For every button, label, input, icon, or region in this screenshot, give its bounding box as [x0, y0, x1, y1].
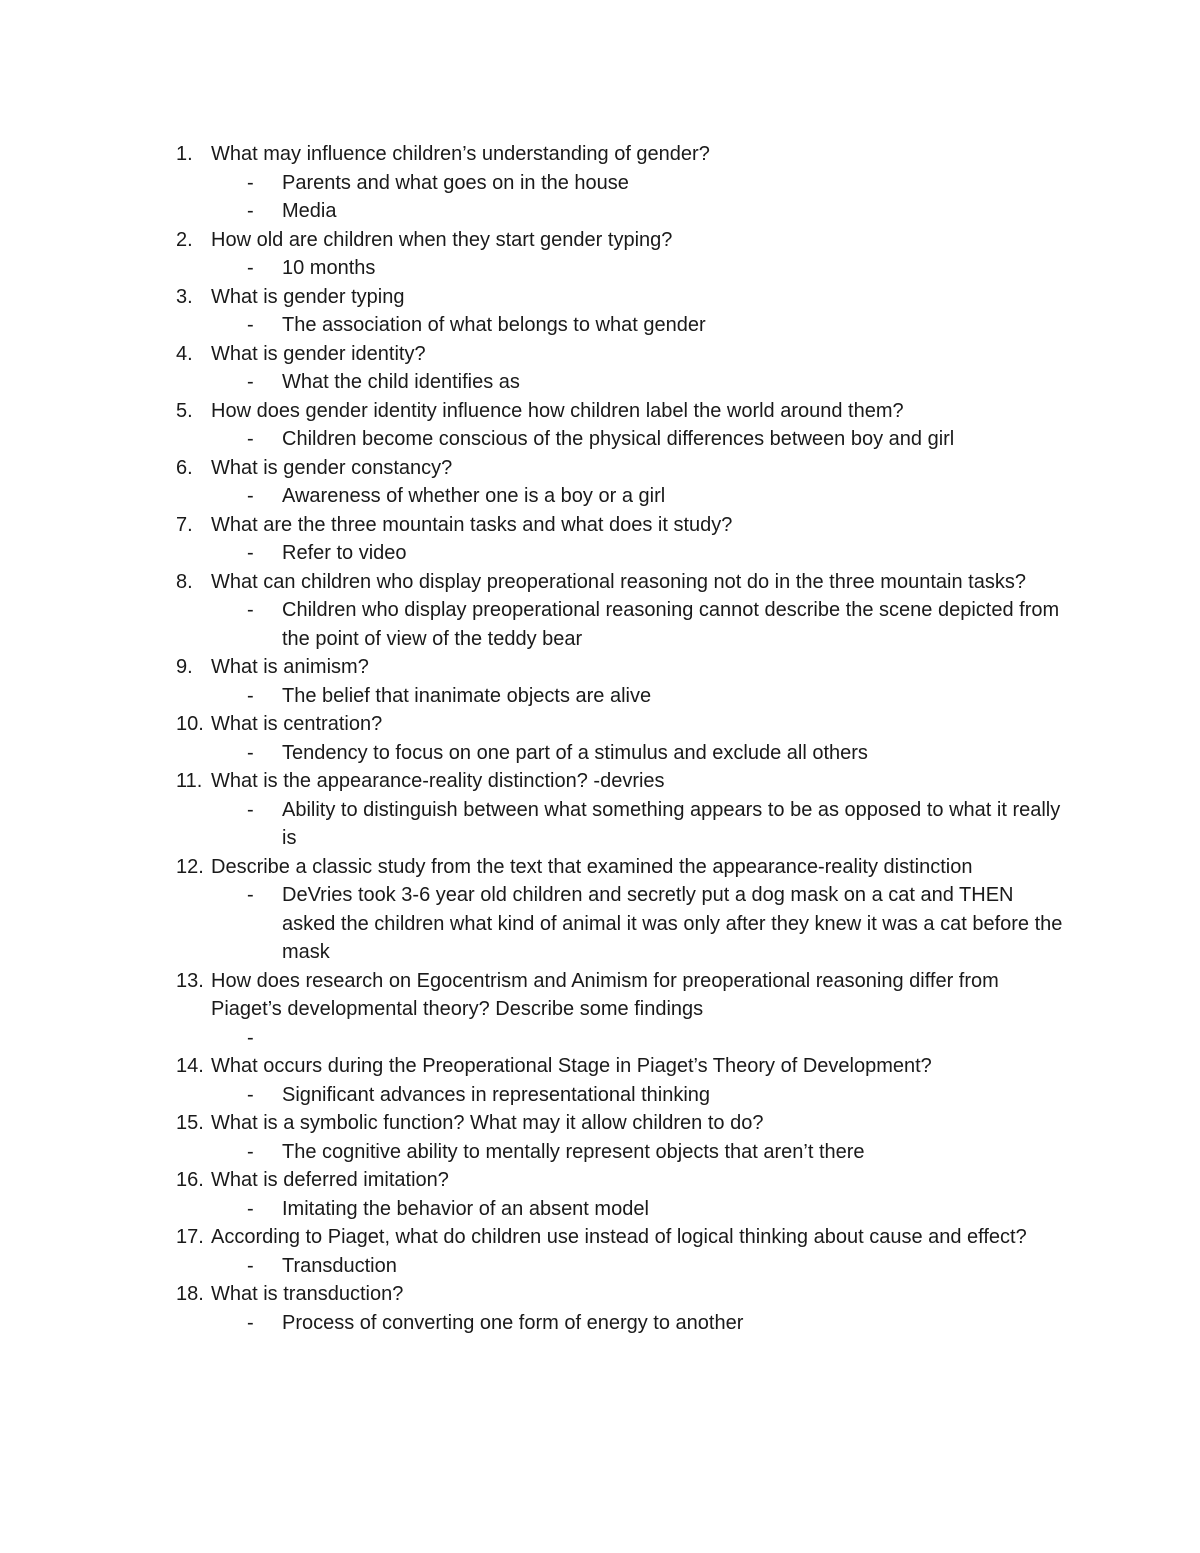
answer-item [176, 682, 1066, 711]
question-text: What is deferred imitation? [211, 1169, 449, 1191]
question-line [176, 1223, 1066, 1252]
question-text: What is the appearance-reality distinction? -devries [211, 770, 665, 792]
question-item [176, 226, 1066, 283]
dash-bullet: - [247, 1197, 254, 1220]
question-number: 3. [176, 285, 193, 308]
question-number: 15. [176, 1112, 204, 1134]
answer-item [176, 796, 1066, 853]
dash-bullet: - [247, 314, 254, 336]
answer-item [176, 482, 1066, 511]
answer-item [176, 169, 1066, 198]
question-line [176, 140, 1066, 169]
question-item [176, 283, 1066, 340]
answer-text: What the child identifies as [282, 371, 520, 393]
question-line [176, 767, 1066, 796]
question-line [176, 710, 1066, 739]
answer-list [176, 254, 1066, 283]
question-item [176, 1109, 1066, 1166]
question-number: 8. [176, 570, 193, 593]
answer-list [176, 1081, 1066, 1110]
answer-item [176, 254, 1066, 283]
question-item [176, 653, 1066, 710]
question-line [176, 511, 1066, 540]
dash-bullet: - [247, 741, 254, 764]
answer-list [176, 682, 1066, 711]
answer-list [176, 311, 1066, 340]
answer-list [176, 539, 1066, 568]
answer-text: 10 months [282, 257, 376, 279]
question-line [176, 340, 1066, 369]
question-text: What occurs during the Preoperational Stage in Piaget’s Theory of Development? [211, 1055, 932, 1077]
answer-item [176, 425, 1066, 454]
answer-text: Imitating the behavior of an absent model [282, 1197, 649, 1220]
question-text: According to Piaget, what do children use instead of logical thinking about cause and effect? [211, 1226, 1027, 1248]
answer-list [176, 1195, 1066, 1224]
answer-list [176, 1309, 1066, 1338]
question-number: 13. [176, 969, 204, 992]
question-item [176, 853, 1066, 967]
dash-bullet: - [247, 1140, 254, 1163]
question-item [176, 454, 1066, 511]
answer-item [176, 1024, 1066, 1053]
answer-item [176, 596, 1066, 653]
answer-list [176, 368, 1066, 397]
answer-text: Significant advances in representational thinking [282, 1083, 711, 1106]
answer-text: Media [282, 200, 337, 222]
question-line [176, 1052, 1066, 1081]
answer-list [176, 596, 1066, 653]
answer-item [176, 1252, 1066, 1281]
answer-text: Ability to distinguish between what something appears to be as opposed to what it really is [282, 798, 1061, 849]
question-number: 5. [176, 399, 193, 422]
question-item [176, 568, 1066, 654]
question-number: 14. [176, 1055, 204, 1077]
question-number: 6. [176, 456, 193, 479]
answer-list [176, 1252, 1066, 1281]
question-item [176, 1280, 1066, 1337]
question-item [176, 967, 1066, 1053]
dash-bullet: - [247, 428, 254, 450]
question-text: What is transduction? [211, 1283, 404, 1305]
answer-text: Awareness of whether one is a boy or a girl [282, 485, 666, 507]
question-line [176, 967, 1066, 1024]
answer-item [176, 1309, 1066, 1338]
question-item [176, 1166, 1066, 1223]
question-item [176, 511, 1066, 568]
answer-text: The belief that inanimate objects are alive [282, 684, 652, 707]
answer-item [176, 539, 1066, 568]
question-item [176, 140, 1066, 226]
answer-text: DeVries took 3-6 year old children and secretly put a dog mask on a cat and THEN asked the children what kind of animal it was only after they knew it was a cat before the mask [282, 884, 1063, 963]
question-line [176, 568, 1066, 597]
question-line [176, 1166, 1066, 1195]
question-text: What is gender identity? [211, 342, 426, 365]
question-text: Describe a classic study from the text that examined the appearance-reality distinction [211, 855, 973, 878]
question-text: How does research on Egocentrism and Animism for preoperational reasoning differ from Piaget’s developmental theory? Describe some findings [211, 969, 999, 1020]
question-text: How old are children when they start gender typing? [211, 228, 673, 251]
dash-bullet: - [247, 1083, 254, 1106]
answer-text: The cognitive ability to mentally represent objects that aren’t there [282, 1140, 865, 1163]
question-number: 10. [176, 713, 204, 735]
dash-bullet: - [247, 798, 254, 821]
question-number: 16. [176, 1169, 204, 1191]
answer-text: Tendency to focus on one part of a stimulus and exclude all others [282, 741, 868, 764]
question-number: 12. [176, 855, 204, 878]
question-item [176, 1052, 1066, 1109]
dash-bullet: - [247, 485, 254, 507]
answer-item [176, 1195, 1066, 1224]
question-number: 18. [176, 1283, 204, 1305]
question-item [176, 710, 1066, 767]
question-line [176, 1280, 1066, 1309]
question-number: 9. [176, 656, 193, 678]
question-text: What is centration? [211, 713, 383, 735]
dash-bullet: - [247, 171, 254, 194]
answer-list [176, 1024, 1066, 1053]
question-item [176, 397, 1066, 454]
answer-list [176, 881, 1066, 967]
answer-text: Process of converting one form of energy to another [282, 1311, 744, 1334]
question-line [176, 653, 1066, 682]
question-item [176, 1223, 1066, 1280]
answer-text: Transduction [282, 1254, 397, 1277]
answer-list [176, 425, 1066, 454]
answer-list [176, 739, 1066, 768]
answer-list [176, 482, 1066, 511]
question-line [176, 1109, 1066, 1138]
answer-text: The association of what belongs to what gender [282, 314, 706, 336]
question-text: What is animism? [211, 656, 369, 678]
dash-bullet: - [247, 884, 254, 906]
answer-item [176, 739, 1066, 768]
answer-text: Refer to video [282, 542, 407, 564]
question-text: What is gender constancy? [211, 456, 453, 479]
dash-bullet: - [247, 1026, 254, 1049]
question-text: What are the three mountain tasks and what does it study? [211, 513, 733, 536]
question-line [176, 397, 1066, 426]
question-list [176, 140, 1066, 1337]
question-line [176, 283, 1066, 312]
question-text: What is gender typing [211, 285, 405, 308]
question-text: How does gender identity influence how children label the world around them? [211, 399, 904, 422]
answer-list [176, 169, 1066, 226]
question-number: 4. [176, 342, 193, 365]
answer-item [176, 368, 1066, 397]
dash-bullet: - [247, 684, 254, 707]
question-number: 7. [176, 513, 193, 536]
question-text: What may influence children’s understanding of gender? [211, 143, 710, 165]
answer-item [176, 311, 1066, 340]
question-text: What is a symbolic function? What may it allow children to do? [211, 1112, 764, 1134]
answer-list [176, 1138, 1066, 1167]
dash-bullet: - [247, 257, 254, 279]
question-item [176, 767, 1066, 853]
answer-text: Children who display preoperational reasoning cannot describe the scene depicted from the point of view of the teddy bear [282, 599, 1060, 650]
answer-item [176, 881, 1066, 967]
answer-item [176, 197, 1066, 226]
dash-bullet: - [247, 1254, 254, 1277]
dash-bullet: - [247, 599, 254, 621]
question-line [176, 853, 1066, 882]
answer-item [176, 1138, 1066, 1167]
question-number: 2. [176, 228, 193, 251]
answer-text: Parents and what goes on in the house [282, 171, 629, 194]
dash-bullet: - [247, 200, 254, 222]
answer-list [176, 796, 1066, 853]
question-text: What can children who display preoperational reasoning not do in the three mountain tasks? [211, 570, 1026, 593]
question-number: 11. [176, 770, 203, 792]
dash-bullet: - [247, 371, 254, 393]
question-line [176, 226, 1066, 255]
dash-bullet: - [247, 1311, 254, 1334]
answer-item [176, 1081, 1066, 1110]
question-line [176, 454, 1066, 483]
question-item [176, 340, 1066, 397]
dash-bullet: - [247, 542, 254, 564]
question-number: 17. [176, 1226, 204, 1248]
answer-text: Children become conscious of the physical differences between boy and girl [282, 428, 955, 450]
question-number: 1. [176, 143, 193, 165]
